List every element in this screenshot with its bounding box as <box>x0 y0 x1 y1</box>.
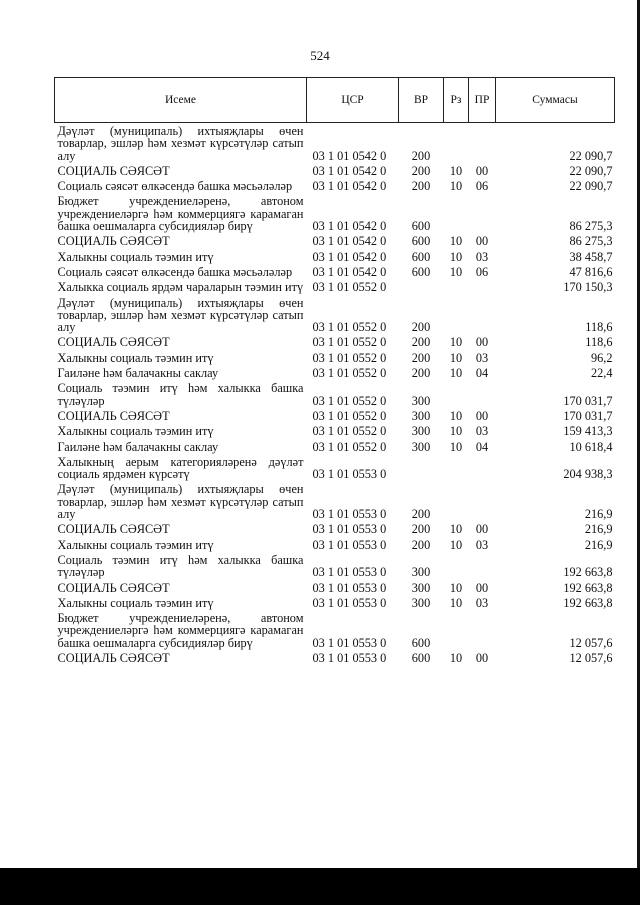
row-code: 03 1 01 0542 0 <box>312 249 387 264</box>
row-code: 03 1 01 0542 0 <box>312 264 387 279</box>
row-vr: 200 <box>411 148 431 163</box>
table-header-row <box>55 78 615 123</box>
row-code: 03 1 01 0553 0 <box>312 522 387 537</box>
row-pr: 00 <box>475 163 489 178</box>
row-name: Халыкны социаль тәэмин итү <box>57 350 214 365</box>
row-sum: 118,6 <box>585 320 613 335</box>
row-sum: 170 031,7 <box>563 393 613 408</box>
table-row <box>55 650 615 665</box>
row-pr: 03 <box>475 350 489 365</box>
row-sum: 216,9 <box>584 522 613 537</box>
row-name: Дәүләт (муниципаль) ихтыяҗлары өчен товарлар, эшләр һәм хезмәт күрсәтүләр сатып алу <box>57 124 304 163</box>
row-vr: 600 <box>411 249 431 264</box>
row-code: 03 1 01 0553 0 <box>312 507 387 522</box>
row-rz <box>444 610 469 650</box>
table-row <box>55 580 615 595</box>
row-code: 03 1 01 0552 0 <box>312 439 387 454</box>
row-name: Халыкны социаль тәэмин итү <box>57 537 214 552</box>
table-row <box>55 233 615 248</box>
table-row <box>55 163 615 178</box>
row-code: 03 1 01 0542 0 <box>312 219 387 234</box>
row-rz: 10 <box>449 522 463 537</box>
row-name: СОЦИАЛЬ СӘЯСӘТ <box>57 163 170 178</box>
row-pr: 00 <box>475 234 489 249</box>
row-code: 03 1 01 0552 0 <box>312 320 387 335</box>
table-row <box>55 423 615 438</box>
row-vr: 200 <box>411 366 431 381</box>
row-code: 03 1 01 0542 0 <box>312 234 387 249</box>
row-pr <box>469 552 496 580</box>
row-pr <box>469 123 496 163</box>
row-pr <box>469 295 496 335</box>
row-rz: 10 <box>449 234 463 249</box>
row-vr <box>399 454 444 482</box>
row-vr: 300 <box>411 595 431 610</box>
row-name: СОЦИАЛЬ СӘЯСӘТ <box>57 580 170 595</box>
row-pr: 04 <box>475 439 489 454</box>
row-code: 03 1 01 0552 0 <box>312 280 387 295</box>
row-vr: 300 <box>411 393 431 408</box>
column-header-vr: ВР <box>399 78 444 123</box>
row-pr: 03 <box>475 595 489 610</box>
row-pr: 03 <box>475 249 489 264</box>
row-code: 03 1 01 0553 0 <box>312 650 387 665</box>
row-rz: 10 <box>449 439 463 454</box>
table-row <box>55 193 615 233</box>
row-sum: 86 275,3 <box>569 234 613 249</box>
row-code: 03 1 01 0553 0 <box>312 595 387 610</box>
row-code: 03 1 01 0553 0 <box>312 635 387 650</box>
table-row <box>55 279 615 294</box>
row-rz <box>444 123 469 163</box>
row-vr: 300 <box>411 580 431 595</box>
row-pr: 03 <box>475 537 489 552</box>
row-rz <box>444 481 469 521</box>
row-rz: 10 <box>449 366 463 381</box>
row-sum: 96,2 <box>590 350 613 365</box>
row-name: Гаиләне һәм балачакны саклау <box>57 439 219 454</box>
row-sum: 216,9 <box>584 507 613 522</box>
table-row <box>55 178 615 193</box>
row-sum: 170 031,7 <box>563 408 613 423</box>
row-pr <box>469 481 496 521</box>
row-code: 03 1 01 0552 0 <box>312 366 387 381</box>
row-code: 03 1 01 0552 0 <box>312 408 387 423</box>
row-rz <box>444 295 469 335</box>
row-rz: 10 <box>449 595 463 610</box>
row-vr <box>399 279 444 294</box>
row-sum: 192 663,8 <box>563 565 613 580</box>
row-sum: 38 458,7 <box>569 249 613 264</box>
row-vr: 200 <box>411 320 431 335</box>
row-vr: 300 <box>411 439 431 454</box>
row-sum: 12 057,6 <box>569 650 613 665</box>
row-name: Социаль тәэмин итү һәм халыкка башка түләүләр <box>57 381 304 408</box>
row-name: Социаль сәясәт өлкәсендә башка мәсьәләләр <box>57 264 293 279</box>
row-pr <box>469 610 496 650</box>
row-name: СОЦИАЛЬ СӘЯСӘТ <box>57 335 170 350</box>
row-name: СОЦИАЛЬ СӘЯСӘТ <box>57 234 170 249</box>
row-rz: 10 <box>449 335 463 350</box>
row-name: Халыкның аерым категорияләренә дәүләт социаль ярдәмен күрсәтү <box>57 454 304 482</box>
row-vr: 300 <box>411 408 431 423</box>
column-header-code: ЦСР <box>307 78 399 123</box>
row-sum: 216,9 <box>584 537 613 552</box>
row-name: Халыкны социаль тәэмин итү <box>57 595 214 610</box>
table-row <box>55 595 615 610</box>
row-sum: 192 663,8 <box>563 595 613 610</box>
row-code: 03 1 01 0552 0 <box>312 393 387 408</box>
row-sum: 12 057,6 <box>569 635 613 650</box>
row-name: Социаль сәясәт өлкәсендә башка мәсьәләләр <box>57 179 293 194</box>
row-sum: 192 663,8 <box>563 580 613 595</box>
row-rz: 10 <box>449 179 463 194</box>
row-code: 03 1 01 0542 0 <box>312 148 387 163</box>
row-sum: 22 090,7 <box>569 163 613 178</box>
row-sum: 204 938,3 <box>563 467 613 482</box>
row-vr: 200 <box>411 537 431 552</box>
row-rz: 10 <box>449 650 463 665</box>
row-name: Бюджет учреждениеләренә, автоном учреждениеләргә һәм коммерциягә карамаган башка оешмаларга субсидияләр бирү <box>57 611 304 650</box>
row-name: Дәүләт (муниципаль) ихтыяҗлары өчен товарлар, эшләр һәм хезмәт күрсәтүләр сатып алу <box>57 295 304 335</box>
row-pr: 00 <box>475 522 489 537</box>
row-vr: 200 <box>411 335 431 350</box>
column-header-sum: Суммасы <box>496 78 615 123</box>
row-code: 03 1 01 0553 0 <box>312 580 387 595</box>
row-rz <box>444 552 469 580</box>
row-name: Халыкны социаль тәэмин итү <box>57 249 214 264</box>
table-row <box>55 552 615 580</box>
row-rz: 10 <box>449 580 463 595</box>
row-name: СОЦИАЛЬ СӘЯСӘТ <box>57 408 170 423</box>
row-name: Социаль тәэмин итү һәм халыкка башка түләүләр <box>57 552 304 580</box>
row-rz <box>444 279 469 294</box>
row-pr: 06 <box>475 179 489 194</box>
row-sum: 118,6 <box>585 335 613 350</box>
row-sum: 159 413,3 <box>563 424 613 439</box>
row-code: 03 1 01 0553 0 <box>312 537 387 552</box>
row-vr: 600 <box>411 650 431 665</box>
row-pr <box>469 454 496 482</box>
row-sum: 86 275,3 <box>569 219 613 234</box>
table-row <box>55 439 615 454</box>
row-pr <box>469 380 496 408</box>
row-name: СОЦИАЛЬ СӘЯСӘТ <box>57 650 170 665</box>
column-header-name: Исеме <box>55 78 307 123</box>
row-rz: 10 <box>449 163 463 178</box>
row-pr: 03 <box>475 424 489 439</box>
row-name: Дәүләт (муниципаль) ихтыяҗлары өчен товарлар, эшләр һәм хезмәт күрсәтүләр сатып алу <box>57 482 304 522</box>
table-row <box>55 264 615 279</box>
row-pr: 00 <box>475 335 489 350</box>
budget-table <box>54 77 615 665</box>
table-row <box>55 380 615 408</box>
row-sum: 22,4 <box>590 366 613 381</box>
table-row <box>55 521 615 536</box>
row-pr: 06 <box>475 264 489 279</box>
row-name: Гаиләне һәм балачакны саклау <box>57 366 219 381</box>
row-pr: 04 <box>475 366 489 381</box>
row-sum: 47 816,6 <box>569 264 613 279</box>
row-vr: 600 <box>411 264 431 279</box>
row-name: Халыкка социаль ярдәм чараларын тәэмин итү <box>57 280 304 295</box>
row-code: 03 1 01 0552 0 <box>312 350 387 365</box>
row-vr: 600 <box>411 635 431 650</box>
row-rz: 10 <box>449 424 463 439</box>
row-vr: 200 <box>411 179 431 194</box>
row-sum: 22 090,7 <box>569 148 613 163</box>
row-rz: 10 <box>449 249 463 264</box>
row-pr: 00 <box>475 650 489 665</box>
row-code: 03 1 01 0553 0 <box>312 565 387 580</box>
table-row <box>55 454 615 482</box>
table-body <box>55 123 615 666</box>
row-code: 03 1 01 0542 0 <box>312 163 387 178</box>
row-name: СОЦИАЛЬ СӘЯСӘТ <box>57 522 170 537</box>
row-rz: 10 <box>449 350 463 365</box>
row-vr: 300 <box>411 565 431 580</box>
table-row <box>55 249 615 264</box>
row-rz <box>444 454 469 482</box>
row-pr: 00 <box>475 408 489 423</box>
row-vr: 600 <box>411 234 431 249</box>
row-rz <box>444 380 469 408</box>
row-name: Халыкны социаль тәэмин итү <box>57 424 214 439</box>
table-row <box>55 350 615 365</box>
scan-bottom-band <box>0 868 640 905</box>
row-sum: 10 618,4 <box>569 439 613 454</box>
row-vr: 200 <box>411 350 431 365</box>
row-name: Бюджет учреждениеләренә, автоном учреждениеләргә һәм коммерциягә карамаган башка оешмаларга субсидияләр бирү <box>57 194 304 234</box>
row-rz: 10 <box>449 408 463 423</box>
table-row <box>55 481 615 521</box>
row-vr: 200 <box>411 163 431 178</box>
row-vr: 200 <box>411 507 431 522</box>
table-row <box>55 123 615 163</box>
page-number: 524 <box>310 48 330 63</box>
row-code: 03 1 01 0542 0 <box>312 179 387 194</box>
column-header-rz: Рз <box>444 78 469 123</box>
row-vr: 600 <box>411 219 431 234</box>
table-row <box>55 295 615 335</box>
row-vr: 300 <box>411 424 431 439</box>
table-row <box>55 610 615 650</box>
row-code: 03 1 01 0552 0 <box>312 335 387 350</box>
row-vr: 200 <box>411 522 431 537</box>
row-code: 03 1 01 0552 0 <box>312 424 387 439</box>
table-row <box>55 334 615 349</box>
table-row <box>55 365 615 380</box>
row-pr <box>469 279 496 294</box>
table-row <box>55 537 615 552</box>
column-header-pr: ПР <box>469 78 496 123</box>
row-pr: 00 <box>475 580 489 595</box>
row-code: 03 1 01 0553 0 <box>312 467 387 482</box>
row-sum: 170 150,3 <box>563 280 613 295</box>
table-row <box>55 408 615 423</box>
row-sum: 22 090,7 <box>569 179 613 194</box>
row-pr <box>469 193 496 233</box>
row-rz <box>444 193 469 233</box>
row-rz: 10 <box>449 264 463 279</box>
row-rz: 10 <box>449 537 463 552</box>
